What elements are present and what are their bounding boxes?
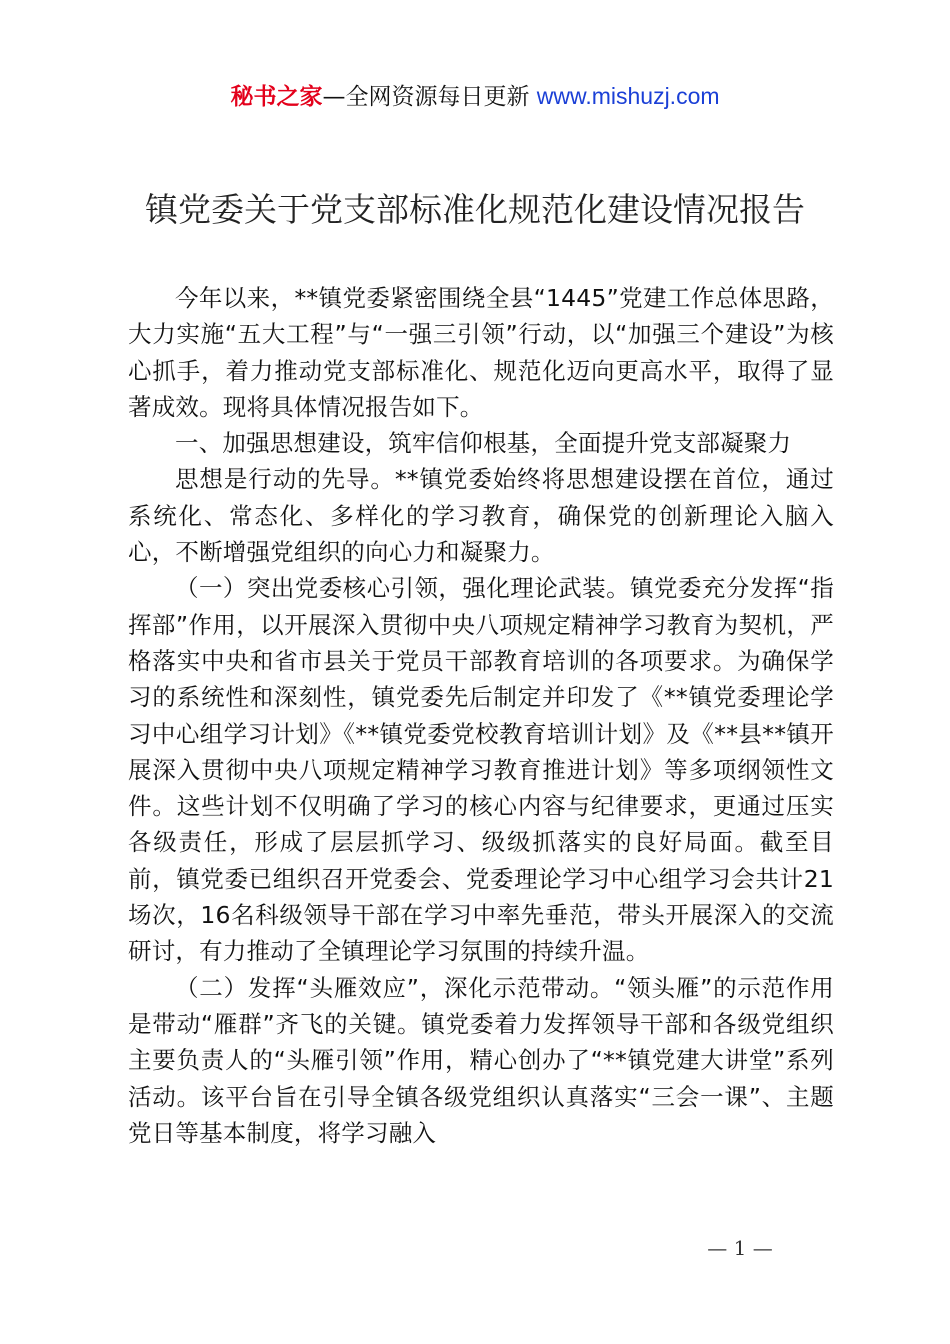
paragraph-subsection-1: （一）突出党委核心引领，强化理论武装。镇党委充分发挥“指挥部”作用，以开展深入贯彻中央八项规定精神学习教育为契机，严格落实中央和省市县关于党员干部教育培训的各项要求。为确保学习的系统性和深刻性，镇党委先后制定并印发了《**镇党委理论学习中心组学习计划》《**镇党委党校教育培训计划》及《**县**镇开展深入贯彻中央八项规定精神学习教育推进计划》等多项纲领性文件。这些计划不仅明确了学习的核心内容与纪律要求，更通过压实各级责任，形成了层层抓学习、级级抓落实的良好局面。截至目前，镇党委已组织召开党委会、党委理论学习中心组学习会共计21场次，16名科级领导干部在学习中率先垂范，带头开展深入的交流研讨，有力推动了全镇理论学习氛围的持续升温。 (128, 574, 834, 966)
site-header (0, 80, 950, 113)
section-heading-1: 一、加强思想建设，筑牢信仰根基，全面提升党支部凝聚力 (175, 429, 792, 458)
document-title: 镇党委关于党支部标准化规范化建设情况报告 (145, 190, 805, 229)
site-url-link[interactable]: www.mishuzj.com (536, 83, 720, 109)
site-tagline: —全网资源每日更新 (322, 84, 537, 110)
site-brand: 秘书之家 (230, 84, 323, 110)
paragraph-section-1: 思想是行动的先导。**镇党委始终将思想建设摆在首位，通过系统化、常态化、多样化的学习教育，确保党的创新理论入脑入心，不断增强党组织的向心力和凝聚力。 (128, 465, 834, 567)
document-body (128, 280, 834, 1151)
paragraph-subsection-2: （二）发挥“头雁效应”，深化示范带动。“领头雁”的示范作用是带动“雁群”齐飞的关键。镇党委着力发挥领导干部和各级党组织主要负责人的“头雁引领”作用，精心创办了“**镇党建大讲堂”系列活动。该平台旨在引导全镇各级党组织认真落实“三会一课”、主题党日等基本制度，将学习融入 (128, 973, 834, 1147)
page-number: — 1 — (707, 1236, 773, 1260)
paragraph-intro: 今年以来，**镇党委紧密围绕全县“1445”党建工作总体思路，大力实施“五大工程”与“一强三引领”行动，以“加强三个建设”为核心抓手，着力推动党支部标准化、规范化迈向更高水平，取得了显著成效。现将具体情况报告如下。 (128, 284, 834, 421)
